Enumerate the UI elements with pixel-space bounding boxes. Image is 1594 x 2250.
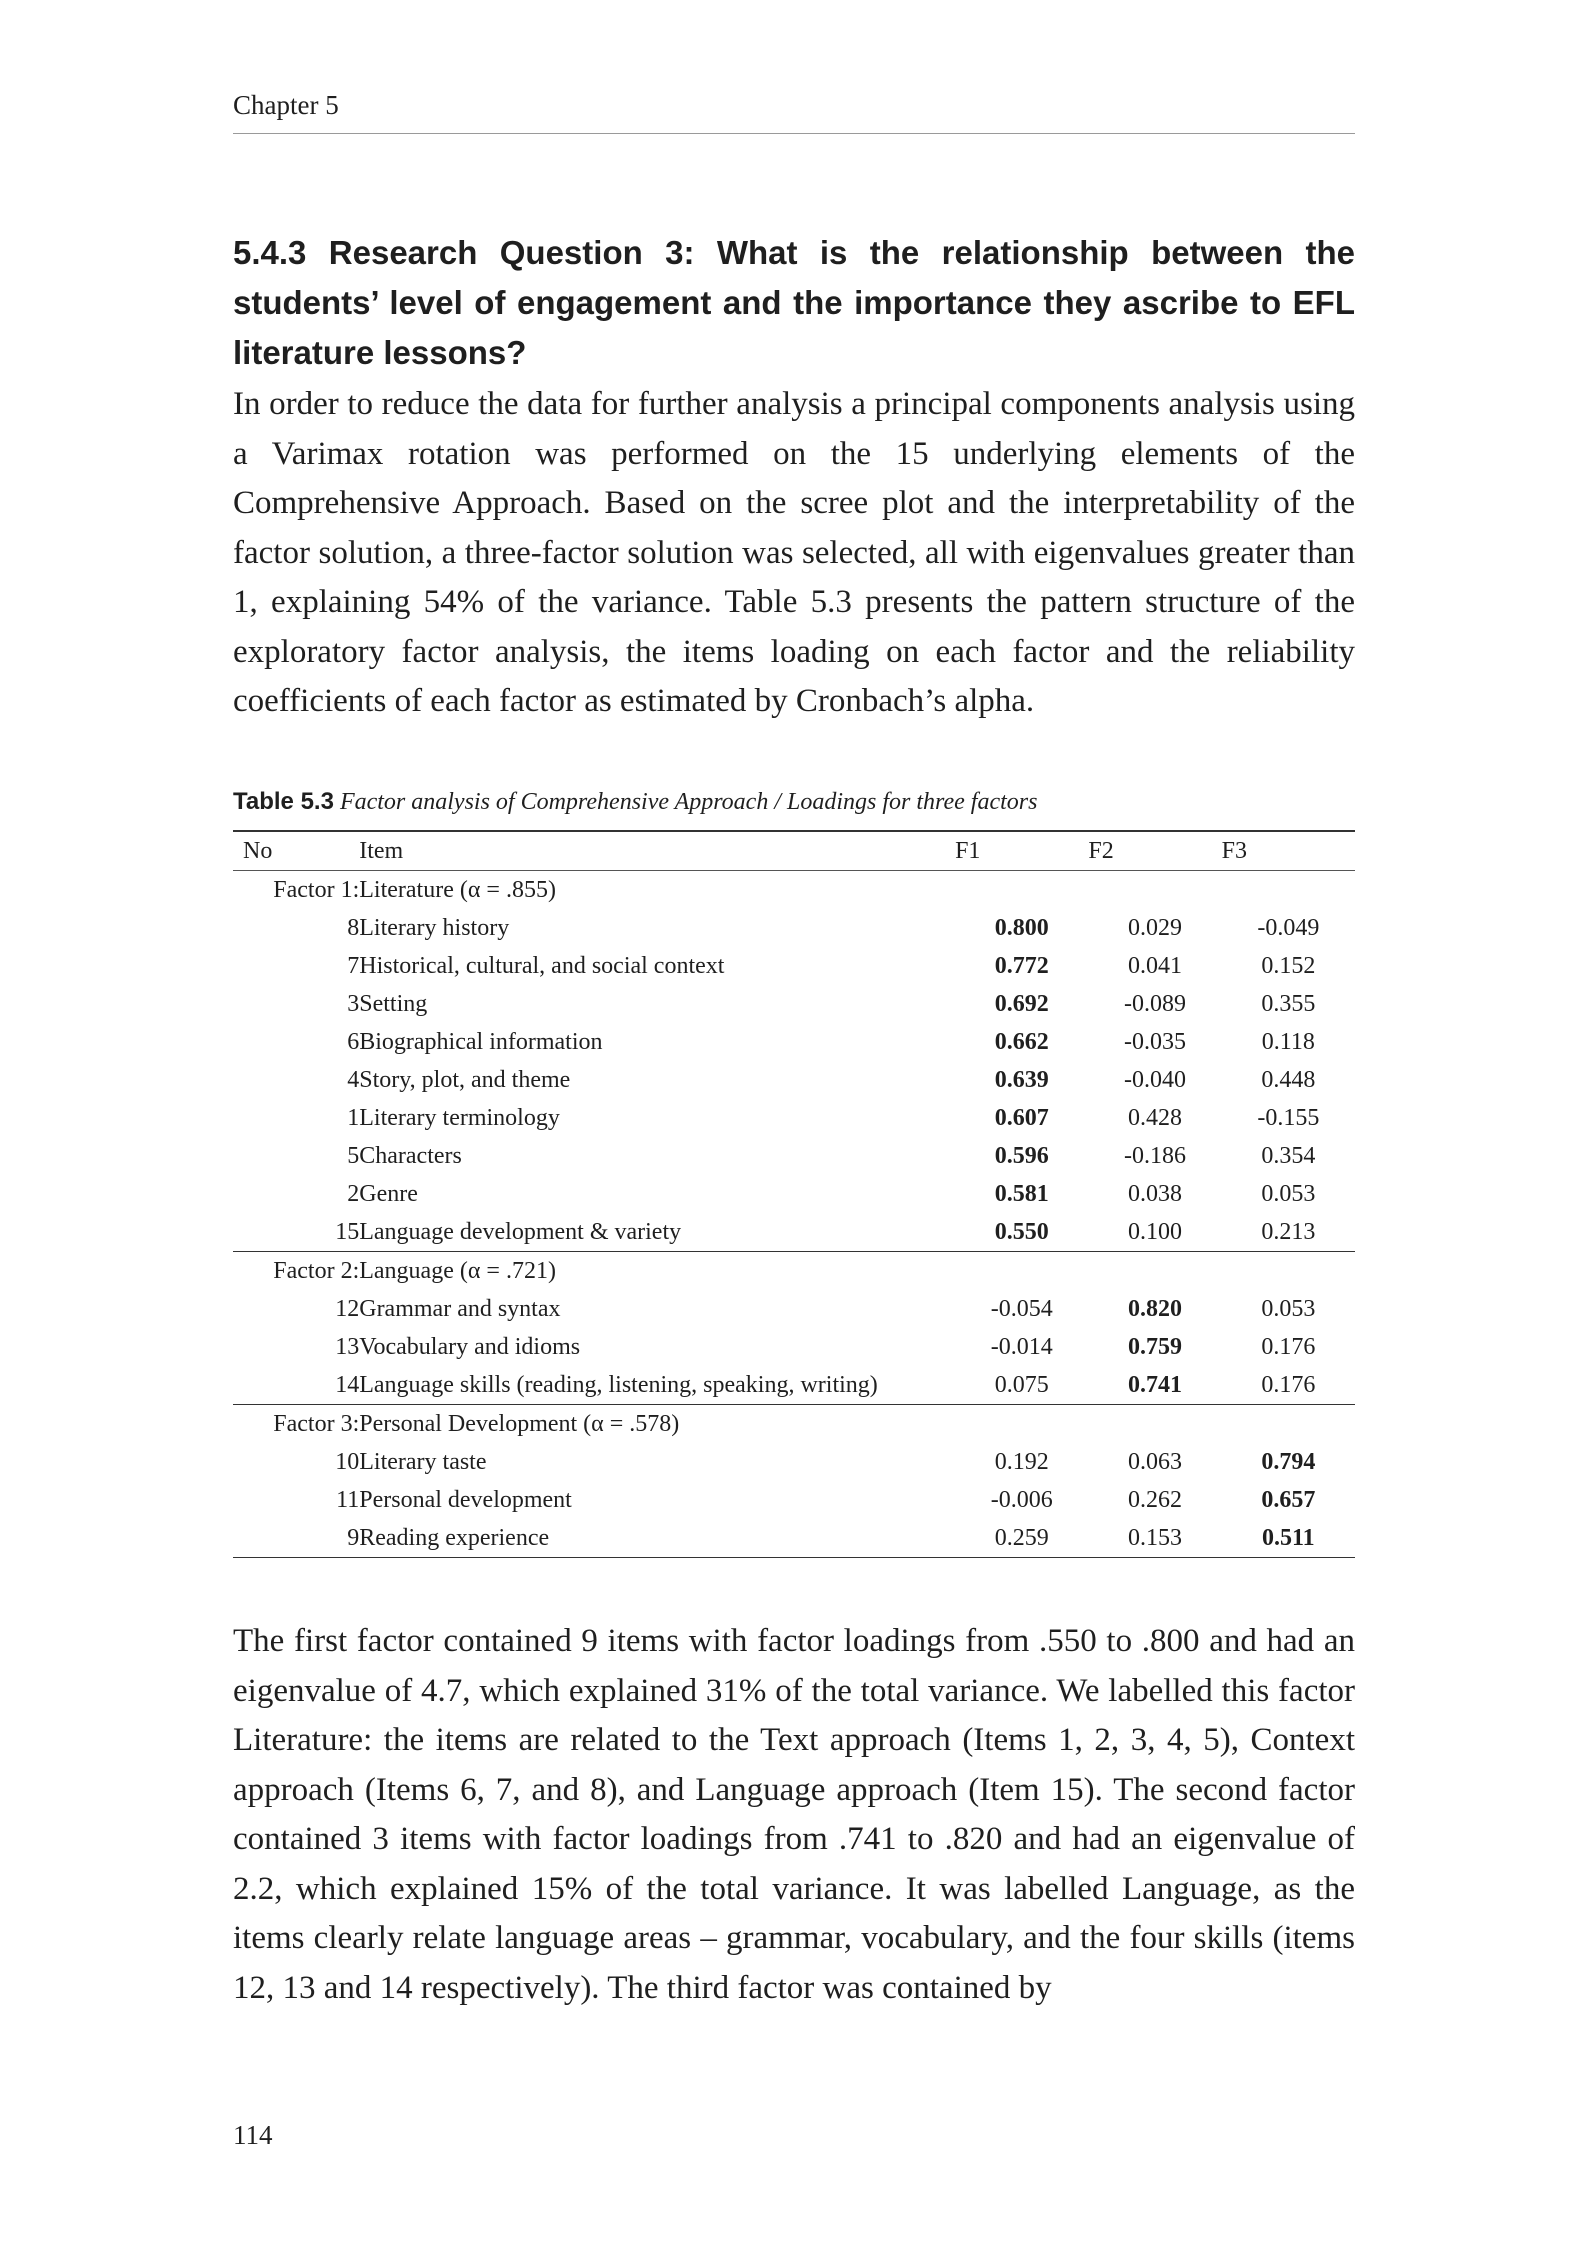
results-paragraph: The first factor contained 9 items with factor loadings from .550 to .800 and had an eigenvalue of 4.7, which explained 31% of the total variance. We labelled this factor Literature: the items are related to the Text approach (Items 1, 2, 3, 4, 5), Context approach (Items 6, 7, and 8), and Language approach (Item 15). The second factor contained 3 items with factor loadings from .741 to .820 and had an eigenvalue of 2.2, which explained 15% of the total variance. It was labelled Language, as the items clearly relate language areas – grammar, vocabulary, and the four skills (items 12, 13 and 14 respectively). The third factor was contained by	[233, 1623, 1355, 2006]
loading-f1: -0.006	[990, 1486, 1053, 1513]
empty-cell	[1088, 871, 1221, 910]
empty-cell	[955, 1252, 1088, 1291]
loading-f2: 0.759	[1128, 1333, 1182, 1360]
loading-f3: -0.155	[1257, 1104, 1320, 1131]
empty-cell	[1088, 1405, 1221, 1444]
table-row	[233, 1137, 1355, 1175]
item-name: Reading experience	[359, 1524, 550, 1551]
loading-f3: 0.448	[1261, 1066, 1316, 1093]
table-row	[233, 985, 1355, 1023]
table-label: Table 5.3	[233, 788, 334, 815]
table-row	[233, 1481, 1355, 1519]
table-row	[233, 1519, 1355, 1558]
item-number: 4	[347, 1066, 360, 1093]
loading-f3: 0.213	[1261, 1218, 1316, 1245]
header-f2: F2	[1088, 837, 1114, 864]
item-number: 14	[335, 1371, 360, 1398]
empty-cell	[955, 1405, 1088, 1444]
factor-name: Personal Development (α = .578)	[359, 1410, 680, 1437]
loading-f1: -0.014	[990, 1333, 1053, 1360]
item-number: 6	[347, 1028, 360, 1055]
loading-f3: 0.511	[1261, 1524, 1315, 1551]
item-name: Vocabulary and idioms	[359, 1333, 581, 1360]
loading-f3: 0.355	[1261, 990, 1316, 1017]
factor-header-row	[233, 1405, 1355, 1444]
item-number: 12	[335, 1295, 360, 1322]
loading-f3: 0.657	[1261, 1486, 1316, 1513]
loading-f2: 0.820	[1128, 1295, 1182, 1322]
item-name: Literary taste	[359, 1448, 487, 1475]
table-row	[233, 947, 1355, 985]
item-name: Language development & variety	[359, 1218, 682, 1245]
item-name: Literary terminology	[359, 1104, 560, 1131]
item-name: Genre	[359, 1180, 418, 1207]
item-number: 2	[347, 1180, 360, 1207]
table-row	[233, 1213, 1355, 1252]
item-name: Setting	[359, 990, 428, 1017]
loading-f3: 0.176	[1261, 1333, 1316, 1360]
factor-analysis-table	[233, 830, 1355, 1558]
loading-f1: 0.662	[994, 1028, 1049, 1055]
loading-f2: 0.038	[1128, 1180, 1182, 1207]
header-no: No	[243, 837, 273, 864]
table-caption	[233, 788, 1355, 816]
loading-f2: 0.100	[1128, 1218, 1182, 1245]
item-name: Historical, cultural, and social context	[359, 952, 725, 979]
loading-f1: 0.772	[994, 952, 1049, 979]
empty-cell	[1222, 871, 1355, 910]
loading-f1: -0.054	[990, 1295, 1053, 1322]
item-number: 11	[336, 1486, 360, 1513]
table-row	[233, 1061, 1355, 1099]
empty-cell	[955, 871, 1088, 910]
loading-f2: 0.428	[1128, 1104, 1182, 1131]
intro-paragraph: In order to reduce the data for further analysis a principal components analysis using a Varimax rotation was performed on the 15 underlying elements of the Comprehensive Approach. Based on the scree plot and the interpretability of the factor solution, a three-factor solution was selected, all with eigenvalues greater than 1, explaining 54% of the variance. Table 5.3 presents the pattern structure of the exploratory factor analysis, the items loading on each factor and the reliability coefficients of each factor as estimated by Cronbach’s alpha.	[233, 386, 1355, 719]
item-number: 15	[335, 1218, 360, 1245]
loading-f3: 0.176	[1261, 1371, 1316, 1398]
item-number: 5	[347, 1142, 360, 1169]
item-number: 7	[347, 952, 360, 979]
loading-f1: 0.692	[994, 990, 1049, 1017]
loading-f3: 0.053	[1261, 1295, 1316, 1322]
table-row	[233, 1290, 1355, 1328]
page-number: 114	[233, 2120, 273, 2150]
loading-f2: 0.063	[1128, 1448, 1182, 1475]
table-header-row	[233, 831, 1355, 871]
empty-cell	[1222, 1252, 1355, 1291]
factor-header-row	[233, 1252, 1355, 1291]
loading-f2: -0.035	[1124, 1028, 1186, 1055]
item-name: Biographical information	[359, 1028, 603, 1055]
item-name: Grammar and syntax	[359, 1295, 561, 1322]
header-f1: F1	[955, 837, 981, 864]
table-row	[233, 1443, 1355, 1481]
loading-f2: -0.089	[1124, 990, 1186, 1017]
loading-f3: -0.049	[1257, 914, 1320, 941]
item-name: Literary history	[359, 914, 510, 941]
loading-f2: 0.262	[1128, 1486, 1182, 1513]
loading-f3: 0.794	[1261, 1448, 1316, 1475]
factor-label: Factor 2:	[273, 1257, 360, 1284]
loading-f1: 0.550	[994, 1218, 1049, 1245]
section-heading: 5.4.3 Research Question 3: What is the relationship between the students’ level of engagement and the importance they ascribe to EFL literature lessons?	[233, 234, 1355, 371]
loading-f2: -0.186	[1124, 1142, 1186, 1169]
item-number: 9	[347, 1524, 360, 1551]
factor-name: Literature (α = .855)	[359, 876, 556, 903]
item-name: Story, plot, and theme	[359, 1066, 571, 1093]
loading-f3: 0.118	[1261, 1028, 1315, 1055]
loading-f1: 0.192	[994, 1448, 1049, 1475]
loading-f3: 0.053	[1261, 1180, 1316, 1207]
loading-f2: -0.040	[1124, 1066, 1186, 1093]
table-row	[233, 1328, 1355, 1366]
item-number: 3	[347, 990, 360, 1017]
factor-name: Language (α = .721)	[359, 1257, 556, 1284]
table-row	[233, 1366, 1355, 1405]
loading-f2: 0.153	[1128, 1524, 1182, 1551]
item-number: 8	[347, 914, 360, 941]
table-title: Factor analysis of Comprehensive Approach / Loadings for three factors	[339, 789, 1038, 815]
loading-f1: 0.639	[994, 1066, 1049, 1093]
factor-label: Factor 3:	[273, 1410, 360, 1437]
header-item: Item	[359, 837, 404, 864]
table-row	[233, 1175, 1355, 1213]
loading-f1: 0.607	[994, 1104, 1049, 1131]
empty-cell	[1088, 1252, 1221, 1291]
loading-f1: 0.596	[994, 1142, 1049, 1169]
loading-f1: 0.800	[994, 914, 1049, 941]
factor-header-row	[233, 871, 1355, 910]
loading-f1: 0.259	[994, 1524, 1049, 1551]
running-head: Chapter 5	[233, 90, 1355, 134]
empty-cell	[1222, 1405, 1355, 1444]
factor-label: Factor 1:	[273, 876, 360, 903]
item-name: Characters	[359, 1142, 462, 1169]
loading-f3: 0.152	[1261, 952, 1316, 979]
table-row	[233, 909, 1355, 947]
loading-f1: 0.581	[994, 1180, 1049, 1207]
header-f3: F3	[1221, 837, 1248, 864]
table-row	[233, 1099, 1355, 1137]
loading-f3: 0.354	[1261, 1142, 1316, 1169]
loading-f2: 0.741	[1128, 1371, 1182, 1398]
table-body	[233, 871, 1355, 1558]
loading-f1: 0.075	[994, 1371, 1049, 1398]
item-number: 1	[347, 1104, 360, 1131]
loading-f2: 0.041	[1128, 952, 1182, 979]
table-row	[233, 1023, 1355, 1061]
item-name: Language skills (reading, listening, speaking, writing)	[359, 1371, 878, 1398]
loading-f2: 0.029	[1128, 914, 1182, 941]
item-number: 10	[335, 1448, 360, 1475]
item-number: 13	[335, 1333, 360, 1360]
item-name: Personal development	[359, 1486, 572, 1513]
